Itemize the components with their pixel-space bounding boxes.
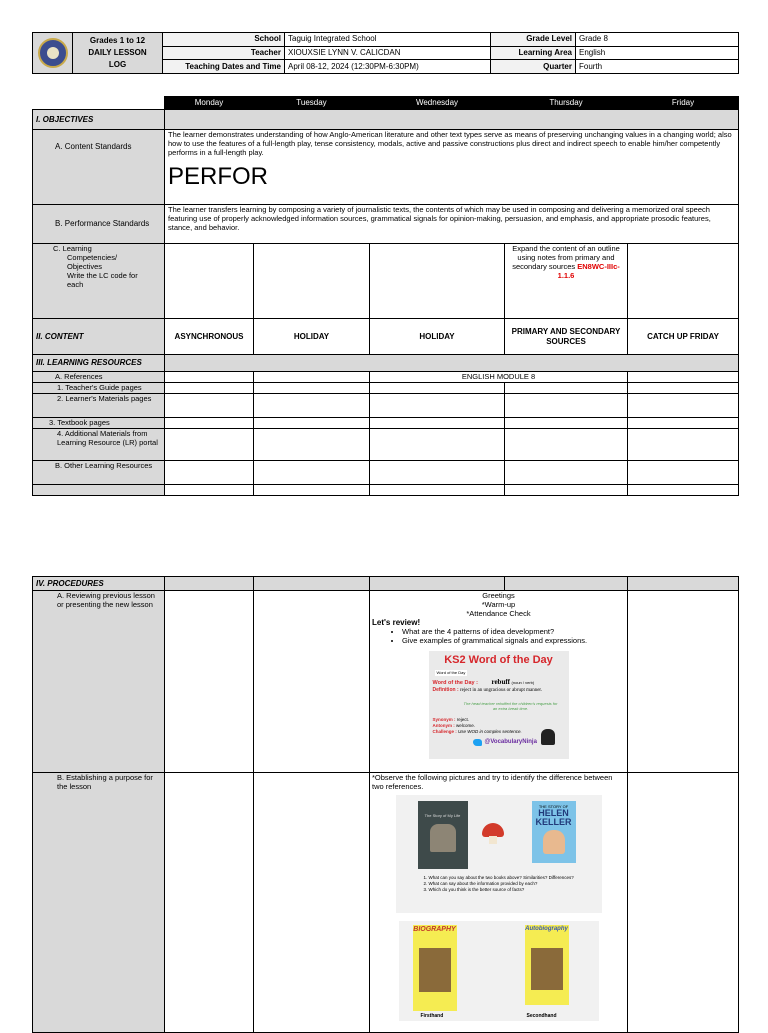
story-of-my-life-cover [418, 801, 468, 869]
lm-mon [165, 394, 254, 418]
review-mon [165, 591, 254, 773]
school-value: Taguig Integrated School [285, 33, 491, 47]
wotd-pos: (noun / verb) [511, 680, 535, 685]
mushroom-stem-icon [489, 836, 497, 844]
greetings-text: Greetings [482, 591, 515, 600]
question: 1. What can you say about the two books above? Similarities? Differences? [423, 875, 574, 880]
ks2-chal [433, 729, 522, 735]
def-text: reject in an ungracious or abrupt manner. [460, 688, 543, 693]
tg-tue [254, 383, 370, 394]
references-row [33, 372, 739, 383]
autobiography-panel [525, 925, 569, 1005]
other-label: B. Other Learning Resources [33, 461, 165, 485]
lc-line-4: Write the LC code for [67, 271, 138, 280]
mushroom-icon [482, 823, 504, 837]
lc-thursday-text: Expand the content of an outline using notes from primary and secondary sources [512, 244, 620, 271]
right-book-title: HELEN KELLER [535, 808, 572, 827]
resources-row [33, 355, 739, 372]
content-wednesday: HOLIDAY [370, 319, 505, 355]
review-label: A. Reviewing previous lesson or presenting the new lesson [33, 591, 165, 773]
purpose-mon [165, 773, 254, 1033]
lm-label: 2. Learner's Materials pages [33, 394, 165, 418]
books-card [396, 795, 602, 913]
lm-tue [254, 394, 370, 418]
proc-thu [505, 577, 628, 591]
def-label: Definition : [432, 687, 459, 693]
blank-fri [628, 485, 739, 496]
other-tue [254, 461, 370, 485]
am-fri [628, 429, 739, 461]
log-line: LOG [108, 60, 127, 69]
ks2-word-card [429, 651, 569, 759]
days-header-row [33, 97, 739, 110]
lc-monday [165, 244, 254, 319]
lm-wed [370, 394, 505, 418]
content-tuesday: HOLIDAY [254, 319, 370, 355]
attendance-text: *Attendance Check [466, 609, 531, 618]
purpose-fri [628, 773, 739, 1033]
ref-mon [165, 372, 254, 383]
syn-label: Synonym : [432, 717, 456, 722]
question: 2. What can say about the information provided by each? [423, 881, 538, 886]
ref-tue [254, 372, 370, 383]
other-wed [370, 461, 505, 485]
am-thu [505, 429, 628, 461]
learning-area-label: Learning Area [491, 46, 576, 60]
teacher-value: XIOUXSIE LYNN V. CALICDAN [285, 46, 491, 60]
perfor-text: PERFOR [168, 163, 269, 190]
helen-face-icon [543, 830, 565, 854]
tb-wed [370, 418, 505, 429]
lc-wednesday [370, 244, 505, 319]
purpose-cell [370, 773, 628, 1033]
lesson-table [32, 96, 739, 496]
ant-label: Antonym : [432, 723, 455, 728]
content-standards-text: The learner demonstrates understanding of how Anglo-American literature and other text types serve as means of preserving unchanging values in a changing world; also how to use the features of a full-length play, tense consistency, modals, active and passive constructions plus direct and indirect speech to enable him/her competently performs in a full-length play. [168, 130, 732, 157]
tg-wed [370, 383, 505, 394]
ks2-example: The head teacher rebuffed the children's requests for an extra break time. [463, 701, 558, 711]
performance-standards-text: The learner transfers learning by composing a variety of journalistic texts, the contents of which may be used in composing and delivering a memorized oral speech featuring use of properly acknowledged information sources, grammatical signals for opinion-making, persuasion, and emphasis, and appropriate prosodic features, stance, and behavior. [165, 205, 739, 244]
teacher-label: Teacher [163, 46, 285, 60]
lm-fri [628, 394, 739, 418]
review-fri [628, 591, 739, 773]
ant-text: welcome. [456, 723, 476, 728]
grade-level-label: Grade Level [491, 33, 576, 47]
syn-text: reject. [456, 717, 470, 722]
resources-fill [165, 355, 739, 372]
content-monday: ASYNCHRONOUS [165, 319, 254, 355]
lc-line-1: C. Learning [53, 244, 92, 253]
tb-row [33, 418, 739, 429]
tg-mon [165, 383, 254, 394]
other-fri [628, 461, 739, 485]
resources-title: III. LEARNING RESOURCES [33, 355, 165, 372]
vocab-handle: @VocabularyNinja [484, 739, 537, 745]
procedures-row [33, 577, 739, 591]
content-thursday: PRIMARY AND SECONDARY SOURCES [505, 319, 628, 355]
review-row [33, 591, 739, 773]
content-friday: CATCH UP FRIDAY [628, 319, 739, 355]
deped-seal-icon [38, 38, 68, 68]
tb-mon [165, 418, 254, 429]
objectives-title: I. OBJECTIVES [33, 110, 165, 130]
lc-tuesday [254, 244, 370, 319]
review-tue [254, 591, 370, 773]
daily-lesson-line: DAILY LESSON [88, 48, 147, 57]
proc-wed [370, 577, 505, 591]
grades-title [73, 33, 163, 74]
dates-label: Teaching Dates and Time [163, 60, 285, 74]
bio-card [399, 921, 599, 1021]
tg-label: 1. Teacher's Guide pages [33, 383, 165, 394]
grades-line: Grades 1 to 12 [89, 36, 146, 45]
day-tuesday: Tuesday [254, 97, 370, 110]
chal-text: Use WOD in complex sentence. [458, 729, 522, 734]
tg-thu [505, 383, 628, 394]
quarter-label: Quarter [491, 60, 576, 74]
objectives-fill [165, 110, 739, 130]
am-wed [370, 429, 505, 461]
grade-level-value: Grade 8 [576, 33, 739, 47]
performance-standards-row [33, 205, 739, 244]
blank-mon [165, 485, 254, 496]
blank-row [33, 485, 739, 496]
english-module: ENGLISH MODULE 8 [370, 372, 628, 383]
review-bullet: • What are the 4 patterns of idea development? [402, 627, 625, 636]
autobiography-books-icon [531, 948, 563, 990]
left-book-title: The Story of My Life [424, 813, 461, 818]
tb-thu [505, 418, 628, 429]
purpose-text: *Observe the following pictures and try to identify the difference between two references. [372, 773, 613, 791]
helen-keller-cover [532, 801, 576, 863]
content-standards-row [33, 130, 739, 205]
question: 3. Which do you think is the better source of facts? [423, 887, 525, 892]
biography-panel [413, 925, 457, 1011]
lets-review-text: Let's review! [372, 618, 421, 627]
ks2-def-row [433, 687, 553, 694]
procedures-title: IV. PROCEDURES [33, 577, 165, 591]
warmup-text: *Warm-up [481, 600, 516, 609]
blank-tue [254, 485, 370, 496]
am-label: 4. Additional Materials from Learning Resource (LR) portal [33, 429, 165, 461]
lc-line-2: Competencies/ [67, 253, 118, 262]
header-table [32, 32, 739, 74]
day-friday: Friday [628, 97, 739, 110]
dates-value: April 08-12, 2024 (12:30PM-6:30PM) [285, 60, 491, 74]
lc-thursday [505, 244, 628, 319]
performance-standards-label: B. Performance Standards [33, 205, 165, 244]
blank-wed [370, 485, 505, 496]
tg-fri [628, 383, 739, 394]
day-monday: Monday [165, 97, 254, 110]
portrait-icon [430, 824, 456, 852]
deped-seal-cell [33, 33, 73, 74]
tb-label: 3. Textbook pages [33, 418, 165, 429]
lc-line-3: Objectives [67, 262, 103, 271]
review-bullets [372, 627, 625, 645]
procedures-table [32, 576, 739, 1033]
am-tue [254, 429, 370, 461]
competencies-row [33, 244, 739, 319]
content-standards-cell [165, 130, 739, 205]
competencies-label [33, 244, 165, 319]
twitter-icon [473, 739, 482, 746]
lc-line-5: each [67, 280, 84, 289]
content-row [33, 319, 739, 355]
other-thu [505, 461, 628, 485]
school-label: School [163, 33, 285, 47]
purpose-tue [254, 773, 370, 1033]
autobiography-title: Autobiography [525, 926, 568, 932]
purpose-label: B. Establishing a purpose for the lesson [33, 773, 165, 1033]
wotd-word: rebuff [491, 678, 511, 686]
blank-thu [505, 485, 628, 496]
biography-title: BIOGRAPHY [413, 926, 456, 933]
day-wednesday: Wednesday [370, 97, 505, 110]
content-title: II. CONTENT [33, 319, 165, 355]
proc-fri [628, 577, 739, 591]
other-row [33, 461, 739, 485]
right-book-top: THE STORY OF [538, 804, 569, 809]
wotd-label: Word of the Day : [432, 680, 478, 686]
ks2-sub: Word of the Day [436, 670, 466, 675]
biography-books-icon [419, 948, 451, 992]
ks2-title: KS2 Word of the Day [444, 654, 553, 666]
books-questions [424, 875, 584, 893]
lc-friday [628, 244, 739, 319]
ref-fri [628, 372, 739, 383]
ninja-icon [541, 729, 555, 745]
lm-thu [505, 394, 628, 418]
chal-label: Challenge : [432, 729, 457, 734]
blank-corner [33, 97, 165, 110]
proc-mon [165, 577, 254, 591]
tg-row [33, 383, 739, 394]
proc-tue [254, 577, 370, 591]
content-standards-label: A. Content Standards [33, 130, 165, 205]
other-mon [165, 461, 254, 485]
quarter-value: Fourth [576, 60, 739, 74]
blank-label [33, 485, 165, 496]
day-thursday: Thursday [505, 97, 628, 110]
tb-fri [628, 418, 739, 429]
am-mon [165, 429, 254, 461]
purpose-row [33, 773, 739, 1033]
review-cell [370, 591, 628, 773]
ks2-wotd-row [433, 679, 567, 687]
am-row [33, 429, 739, 461]
tb-tue [254, 418, 370, 429]
secondhand-label: Secondhand [526, 1013, 557, 1019]
lc-code: EN8WC-IIIc-1.1.6 [557, 262, 620, 280]
firsthand-label: Firsthand [420, 1013, 444, 1019]
references-label: A. References [33, 372, 165, 383]
review-bullet: • Give examples of grammatical signals and expressions. [402, 636, 625, 645]
objectives-row [33, 110, 739, 130]
lm-row [33, 394, 739, 418]
learning-area-value: English [576, 46, 739, 60]
